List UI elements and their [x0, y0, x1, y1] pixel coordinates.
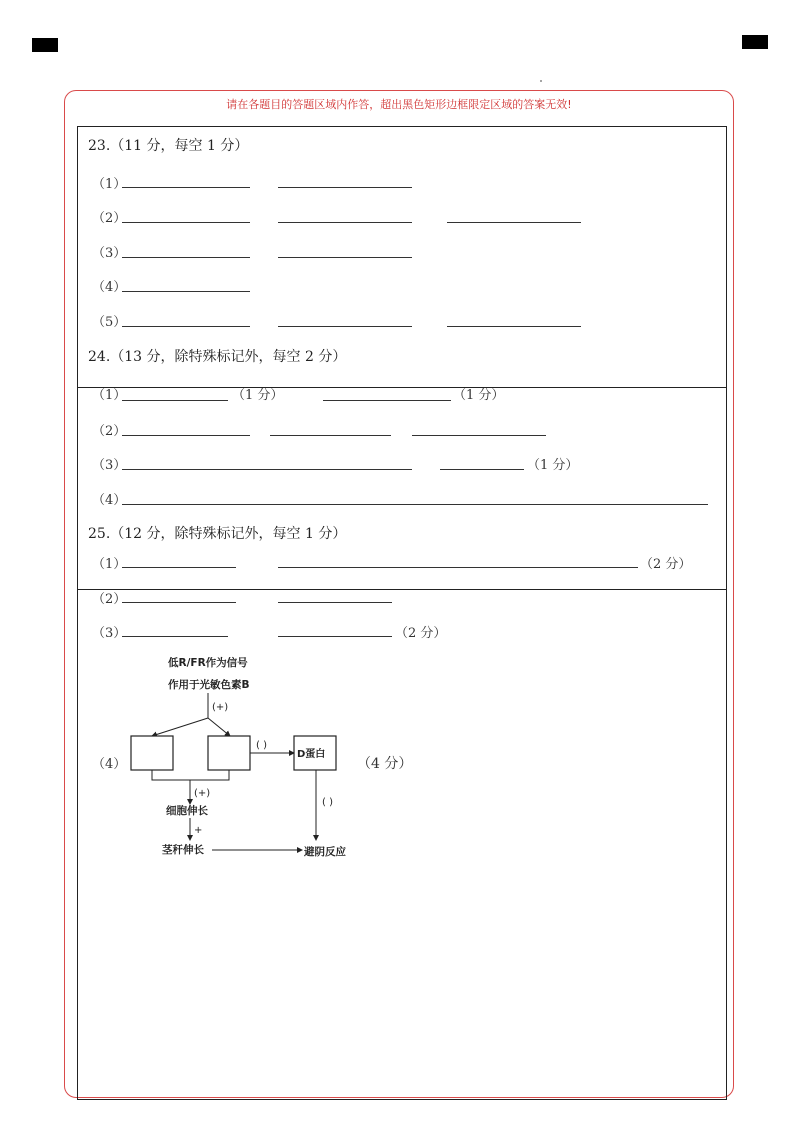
q25-2-blank-b[interactable]: [278, 602, 392, 603]
q24-2-blank-b[interactable]: [270, 435, 391, 436]
q24-3-note: （1 分）: [527, 458, 579, 473]
q23-3-blank-a[interactable]: [122, 257, 250, 258]
signal-line-2: 作用于光敏色素B: [168, 679, 250, 691]
signal-line-1: 低R/FR作为信号: [168, 657, 248, 669]
q23-row-5-label: （5）: [92, 315, 127, 330]
light-signal-diagram: [90, 650, 430, 870]
q24-row-3-label: （3）: [92, 458, 127, 473]
q25-2-blank-a[interactable]: [122, 602, 236, 603]
q23-2-blank-c[interactable]: [447, 222, 581, 223]
d-protein-label: D蛋白: [297, 749, 326, 760]
q23-row-4-label: （4）: [92, 280, 127, 295]
q25-title: 25.（12 分，除特殊标记外，每空 1 分）: [88, 526, 347, 542]
q24-3-blank-b[interactable]: [440, 469, 524, 470]
shade-response-label: 避阴反应: [304, 846, 346, 858]
paren-down-label: ( ): [322, 797, 333, 808]
arrow-branch-right: [208, 718, 230, 736]
answer-box: [77, 126, 727, 1100]
q23-1-blank-a[interactable]: [122, 187, 250, 188]
join-bracket: [152, 770, 229, 780]
registration-dot: [540, 80, 542, 82]
q23-row-1-label: （1）: [92, 177, 127, 192]
q23-5-blank-b[interactable]: [278, 326, 412, 327]
plus-small-label: +: [194, 825, 203, 836]
q23-2-blank-b[interactable]: [278, 222, 412, 223]
q25-1-note: （2 分）: [640, 557, 692, 572]
q24-2-blank-c[interactable]: [412, 435, 546, 436]
q23-row-2-label: （2）: [92, 211, 127, 226]
q24-row-2-label: （2）: [92, 424, 127, 439]
q24-1-blank-a[interactable]: [122, 400, 228, 401]
q24-1-note-b: （1 分）: [453, 388, 505, 403]
q24-1-blank-b[interactable]: [323, 400, 451, 401]
stem-elongation-label: 茎秆伸长: [162, 844, 204, 856]
warning-notice: 请在各题目的答题区域内作答，超出黑色矩形边框限定区域的答案无效!: [226, 98, 572, 111]
blank-box-left[interactable]: [131, 736, 173, 770]
q25-3-blank-a[interactable]: [122, 636, 228, 637]
blank-box-right[interactable]: [208, 736, 250, 770]
corner-marker-right: [742, 35, 768, 49]
q25-1-blank-b[interactable]: [278, 567, 638, 568]
paren-right-label: ( ): [256, 740, 267, 751]
q25-4-note: （4 分）: [357, 756, 413, 772]
q25-3-blank-b[interactable]: [278, 636, 392, 637]
q23-5-blank-a[interactable]: [122, 326, 250, 327]
section-divider-2: [77, 589, 727, 590]
q25-row-1-label: （1）: [92, 557, 127, 572]
q24-2-blank-a[interactable]: [122, 435, 250, 436]
plus-top-label: (+): [212, 702, 229, 713]
q23-1-blank-b[interactable]: [278, 187, 412, 188]
q24-row-4-label: （4）: [92, 493, 127, 508]
arrow-branch-left: [152, 718, 208, 736]
q24-4-blank-a[interactable]: [122, 504, 708, 505]
q24-1-note-a: （1 分）: [232, 388, 284, 403]
q25-row-4-label: （4）: [92, 757, 127, 772]
q23-2-blank-a[interactable]: [122, 222, 250, 223]
q23-5-blank-c[interactable]: [447, 326, 581, 327]
cell-elongation-label: 细胞伸长: [166, 805, 208, 817]
q25-row-3-label: （3）: [92, 626, 127, 641]
q25-row-2-label: （2）: [92, 592, 127, 607]
q23-title: 23.（11 分，每空 1 分）: [88, 138, 249, 154]
q24-title: 24.（13 分，除特殊标记外，每空 2 分）: [88, 349, 347, 365]
q23-row-3-label: （3）: [92, 246, 127, 261]
q24-row-1-label: （1）: [92, 388, 127, 403]
q24-3-blank-a[interactable]: [122, 469, 412, 470]
q23-3-blank-b[interactable]: [278, 257, 412, 258]
corner-marker-left: [32, 38, 58, 52]
q25-3-note: （2 分）: [395, 626, 447, 641]
q23-4-blank-a[interactable]: [122, 291, 250, 292]
q25-1-blank-a[interactable]: [122, 567, 236, 568]
plus-mid-label: (+): [194, 788, 211, 799]
section-divider-1: [77, 387, 727, 388]
